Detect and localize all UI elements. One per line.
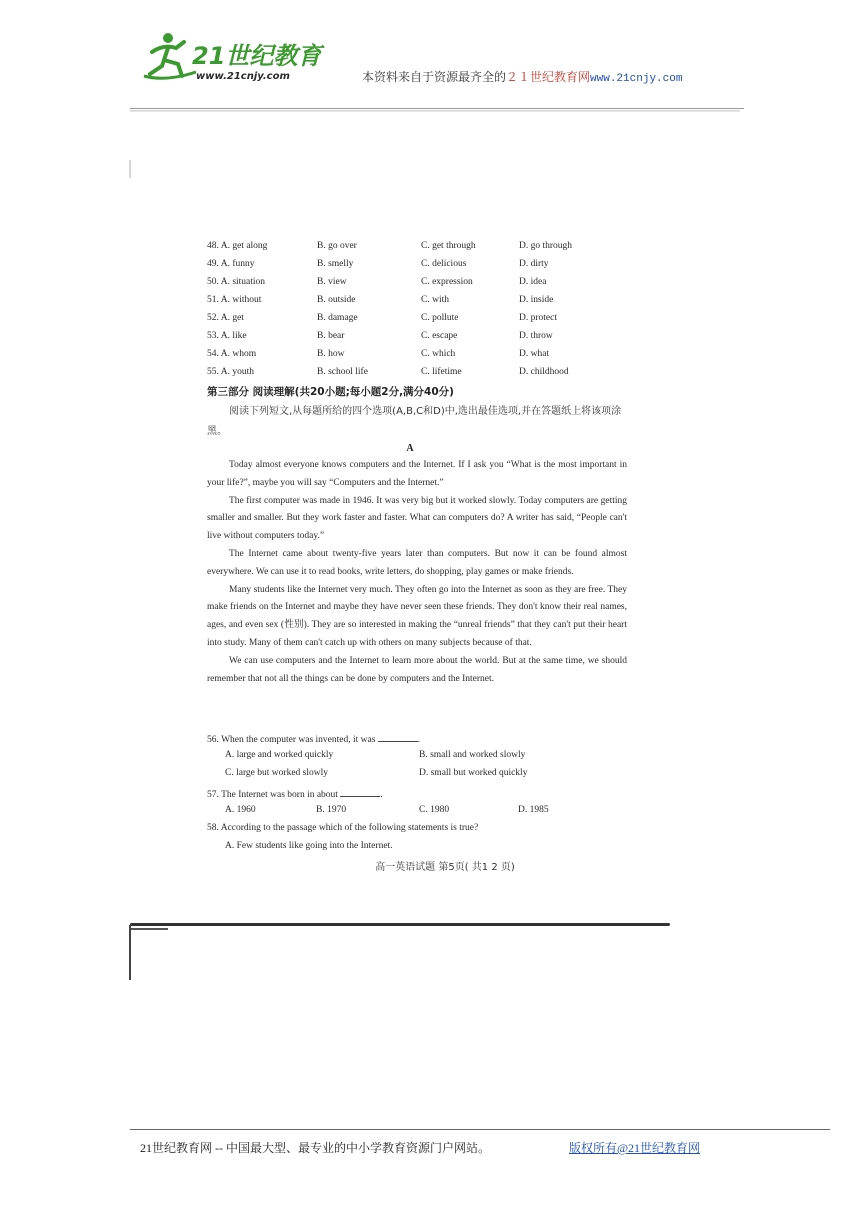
header-note xyxy=(362,68,682,85)
question-57-option-b: B. 1970 xyxy=(316,805,347,815)
exam-page-number xyxy=(0,858,820,873)
option-54-b: B. how xyxy=(317,349,345,359)
passage-paragraph: We can use computers and the Internet to learn more about the world. But at the same time, we should remember that not all the things can be done by computers and the Internet. xyxy=(207,655,627,684)
option-54-a: 54. A. whom xyxy=(207,349,257,359)
question-57-option-a: A. 1960 xyxy=(225,805,256,815)
question-57-option-c: C. 1980 xyxy=(419,805,450,815)
option-52-a: 52. A. get xyxy=(207,313,244,323)
option-row-49 xyxy=(207,259,627,277)
option-row-50 xyxy=(207,277,627,295)
scan-left-edge xyxy=(129,925,131,980)
scan-mark xyxy=(129,160,131,178)
option-55-d: D. childhood xyxy=(519,367,569,377)
option-49-d: D. dirty xyxy=(519,259,549,269)
option-53-b: B. bear xyxy=(317,331,345,341)
option-55-c: C. lifetime xyxy=(421,367,462,377)
passage-label-text: A xyxy=(406,443,414,454)
passage-paragraph: The first computer was made in 1946. It was very big but it worked slowly. Today computers are getting smaller and smaller. But they work faster and faster. What can computers do? A writer has said, “People can't live without computers today.” xyxy=(207,495,627,542)
section-heading: 第三部分 阅读理解(共20小题;每小题2分,满分40分) xyxy=(207,386,454,398)
question-58-option-a: A. Few students like going into the Internet. xyxy=(225,841,393,851)
footer-copyright-link[interactable]: 版权所有@21世纪教育网 xyxy=(569,1141,701,1155)
question-56-option-b: B. small and worked slowly xyxy=(419,750,526,760)
option-50-c: C. expression xyxy=(421,277,473,287)
option-51-c: C. with xyxy=(421,295,449,305)
option-row-55 xyxy=(207,367,627,385)
answer-blank xyxy=(378,732,418,742)
running-figure-icon xyxy=(144,33,196,78)
question-57-option-d: D. 1985 xyxy=(518,805,549,815)
option-50-b: B. view xyxy=(317,277,347,287)
option-row-48 xyxy=(207,241,627,259)
option-48-c: C. get through xyxy=(421,241,476,251)
option-row-52 xyxy=(207,313,627,331)
option-48-a: 48. A. get along xyxy=(207,241,268,251)
option-49-b: B. smelly xyxy=(317,259,354,269)
option-row-54 xyxy=(207,349,627,367)
option-row-53 xyxy=(207,331,627,349)
logo-title: 21世纪教育 xyxy=(192,42,322,70)
question-56-option-a: A. large and worked quickly xyxy=(225,750,334,760)
option-50-a: 50. A. situation xyxy=(207,277,266,287)
option-54-d: D. what xyxy=(519,349,550,359)
option-55-b: B. school life xyxy=(317,367,368,377)
option-52-c: C. pollute xyxy=(421,313,459,323)
question-56-text: 56. When the computer was invented, it was xyxy=(207,735,376,745)
question-57-stem: 57. The Internet was born in about . xyxy=(207,787,383,800)
exam-page-number-text: 高一英语试题 第5页( 共1 2 页) xyxy=(375,862,515,873)
header-note-prefix: 本资料来自于资源最齐全的 xyxy=(362,70,507,84)
section-instruction: 阅读下列短文,从每题所给的四个选项(A,B,C和D)中,选出最佳选项,并在答题纸上将该项涂黑。 xyxy=(207,406,622,437)
option-54-c: C. which xyxy=(421,349,456,359)
passage-paragraph: The Internet came about twenty-five years later than computers. But now it can be found almost everywhere. We can use it to read books, write letters, do shopping, play games or make friends. xyxy=(207,548,627,577)
option-53-a: 53. A. like xyxy=(207,331,247,341)
question-56-option-c: C. large but worked slowly xyxy=(225,768,328,778)
answer-blank xyxy=(340,787,380,797)
scan-bottom-edge xyxy=(130,923,670,926)
question-56-option-d: D. small but worked quickly xyxy=(419,768,528,778)
header-divider xyxy=(130,108,744,109)
logo-url: www.21cnjy.com xyxy=(196,71,290,82)
option-49-a: 49. A. funny xyxy=(207,259,255,269)
footer-site-description: 21世纪教育网 -- 中国最大型、最专业的中小学教育资源门户网站。 xyxy=(140,1141,490,1155)
reading-passage xyxy=(207,457,627,688)
option-48-b: B. go over xyxy=(317,241,357,251)
option-48-d: D. go through xyxy=(519,241,573,251)
site-logo xyxy=(138,26,338,86)
option-51-d: D. inside xyxy=(519,295,554,305)
option-51-a: 51. A. without xyxy=(207,295,262,305)
header-note-brand: ２１世纪教育网 xyxy=(506,70,591,84)
option-row-51 xyxy=(207,295,627,313)
option-52-b: B. damage xyxy=(317,313,358,323)
footer-divider xyxy=(130,1129,830,1130)
scan-top-edge xyxy=(130,110,740,112)
question-57-text: 57. The Internet was born in about xyxy=(207,790,338,800)
option-51-b: B. outside xyxy=(317,295,356,305)
option-53-c: C. escape xyxy=(421,331,458,341)
question-58-stem: 58. According to the passage which of the following statements is true? xyxy=(207,823,479,833)
option-52-d: D. protect xyxy=(519,313,557,323)
scan-bottom-edge-shadow xyxy=(130,928,168,930)
passage-paragraph: Many students like the Internet very much. They often go into the Internet as soon as they are free. They make friends on the Internet and maybe they have never seen these friends. They don't know their real names, ages, and even sex (性别). They are so interested in making the “unreal friends” that they can't put their heart into study. Many of them can't catch up with others on many subjects because of that. xyxy=(207,584,627,648)
option-50-d: D. idea xyxy=(519,277,547,287)
passage-paragraph: Today almost everyone knows computers and the Internet. If I ask you “What is the most important in your life?”, maybe you will say “Computers and the Internet.” xyxy=(207,460,627,488)
option-55-a: 55. A. youth xyxy=(207,367,254,377)
option-49-c: C. delicious xyxy=(421,259,467,269)
header-note-url[interactable]: www.21cnjy.com xyxy=(590,73,683,85)
option-53-d: D. throw xyxy=(519,331,553,341)
question-56-stem: 56. When the computer was invented, it was . xyxy=(207,732,420,745)
passage-label xyxy=(0,443,820,454)
